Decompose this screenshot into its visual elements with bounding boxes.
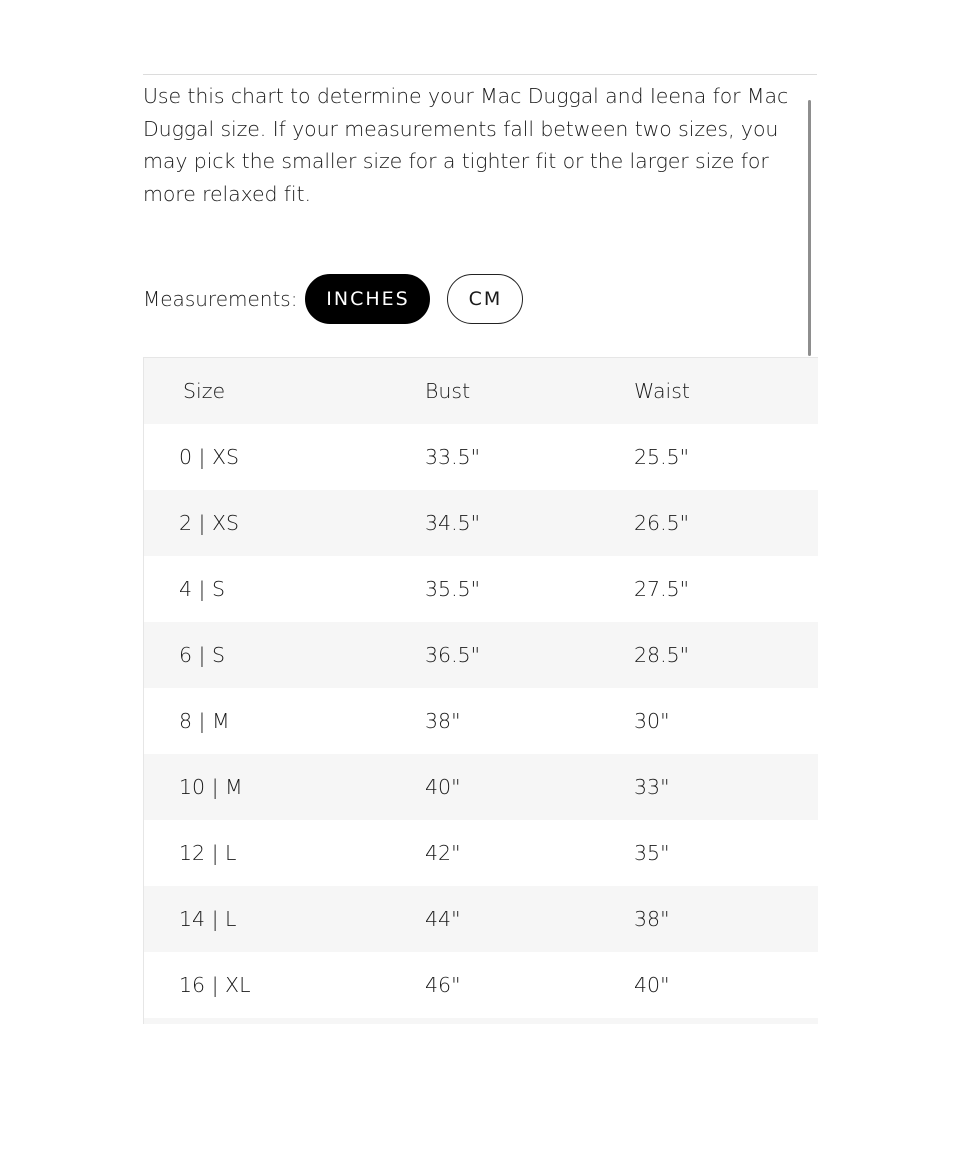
waist-cell: 25.5" [634,445,690,469]
size-cell: 12 | L [179,841,237,865]
waist-cell: 40" [634,973,670,997]
waist-cell: 33" [634,775,670,799]
waist-cell: 28.5" [634,643,690,667]
scrollbar-thumb[interactable] [808,100,811,356]
table-row [144,490,818,556]
size-cell: 14 | L [179,907,237,931]
waist-cell: 27.5" [634,577,690,601]
size-cell: 6 | S [179,643,225,667]
waist-cell: 38" [634,907,670,931]
table-header-row [144,358,818,424]
bust-cell: 34.5" [425,511,481,535]
waist-cell: 35" [634,841,670,865]
measurements-label: Measurements: [143,287,298,311]
table-row [144,622,818,688]
size-chart-intro: Use this chart to determine your Mac Duggal and Ieena for Mac Duggal size. If your measurements fall between two sizes, you may pick the smaller size for a tighter fit or the larger size for more relaxed fit. [143,84,789,206]
column-header-waist: Waist [634,379,690,403]
waist-cell: 30" [634,709,670,733]
table-row [144,688,818,754]
table-row [144,952,818,1018]
table-row [144,886,818,952]
table-row [144,1018,818,1024]
size-cell: 10 | M [179,775,243,799]
bust-cell: 40" [425,775,461,799]
bust-cell: 35.5" [425,577,481,601]
table-row [144,556,818,622]
table-row [144,754,818,820]
column-header-size: Size [183,379,226,403]
size-chart-table [143,357,818,1024]
bust-cell: 46" [425,973,461,997]
bust-cell: 33.5" [425,445,481,469]
table-row [144,424,818,490]
bust-cell: 36.5" [425,643,481,667]
bust-cell: 38" [425,709,461,733]
measurement-unit-toggle [143,274,523,324]
size-cell: 16 | XL [179,973,251,997]
waist-cell: 26.5" [634,511,690,535]
cm-button[interactable]: CM [447,274,523,324]
size-cell: 8 | M [179,709,230,733]
size-cell: 2 | XS [179,511,240,535]
bust-cell: 44" [425,907,461,931]
inches-button[interactable]: INCHES [305,274,430,324]
top-divider [143,74,817,75]
bust-cell: 42" [425,841,461,865]
column-header-bust: Bust [425,379,471,403]
table-row [144,820,818,886]
size-cell: 0 | XS [179,445,240,469]
size-cell: 4 | S [179,577,225,601]
